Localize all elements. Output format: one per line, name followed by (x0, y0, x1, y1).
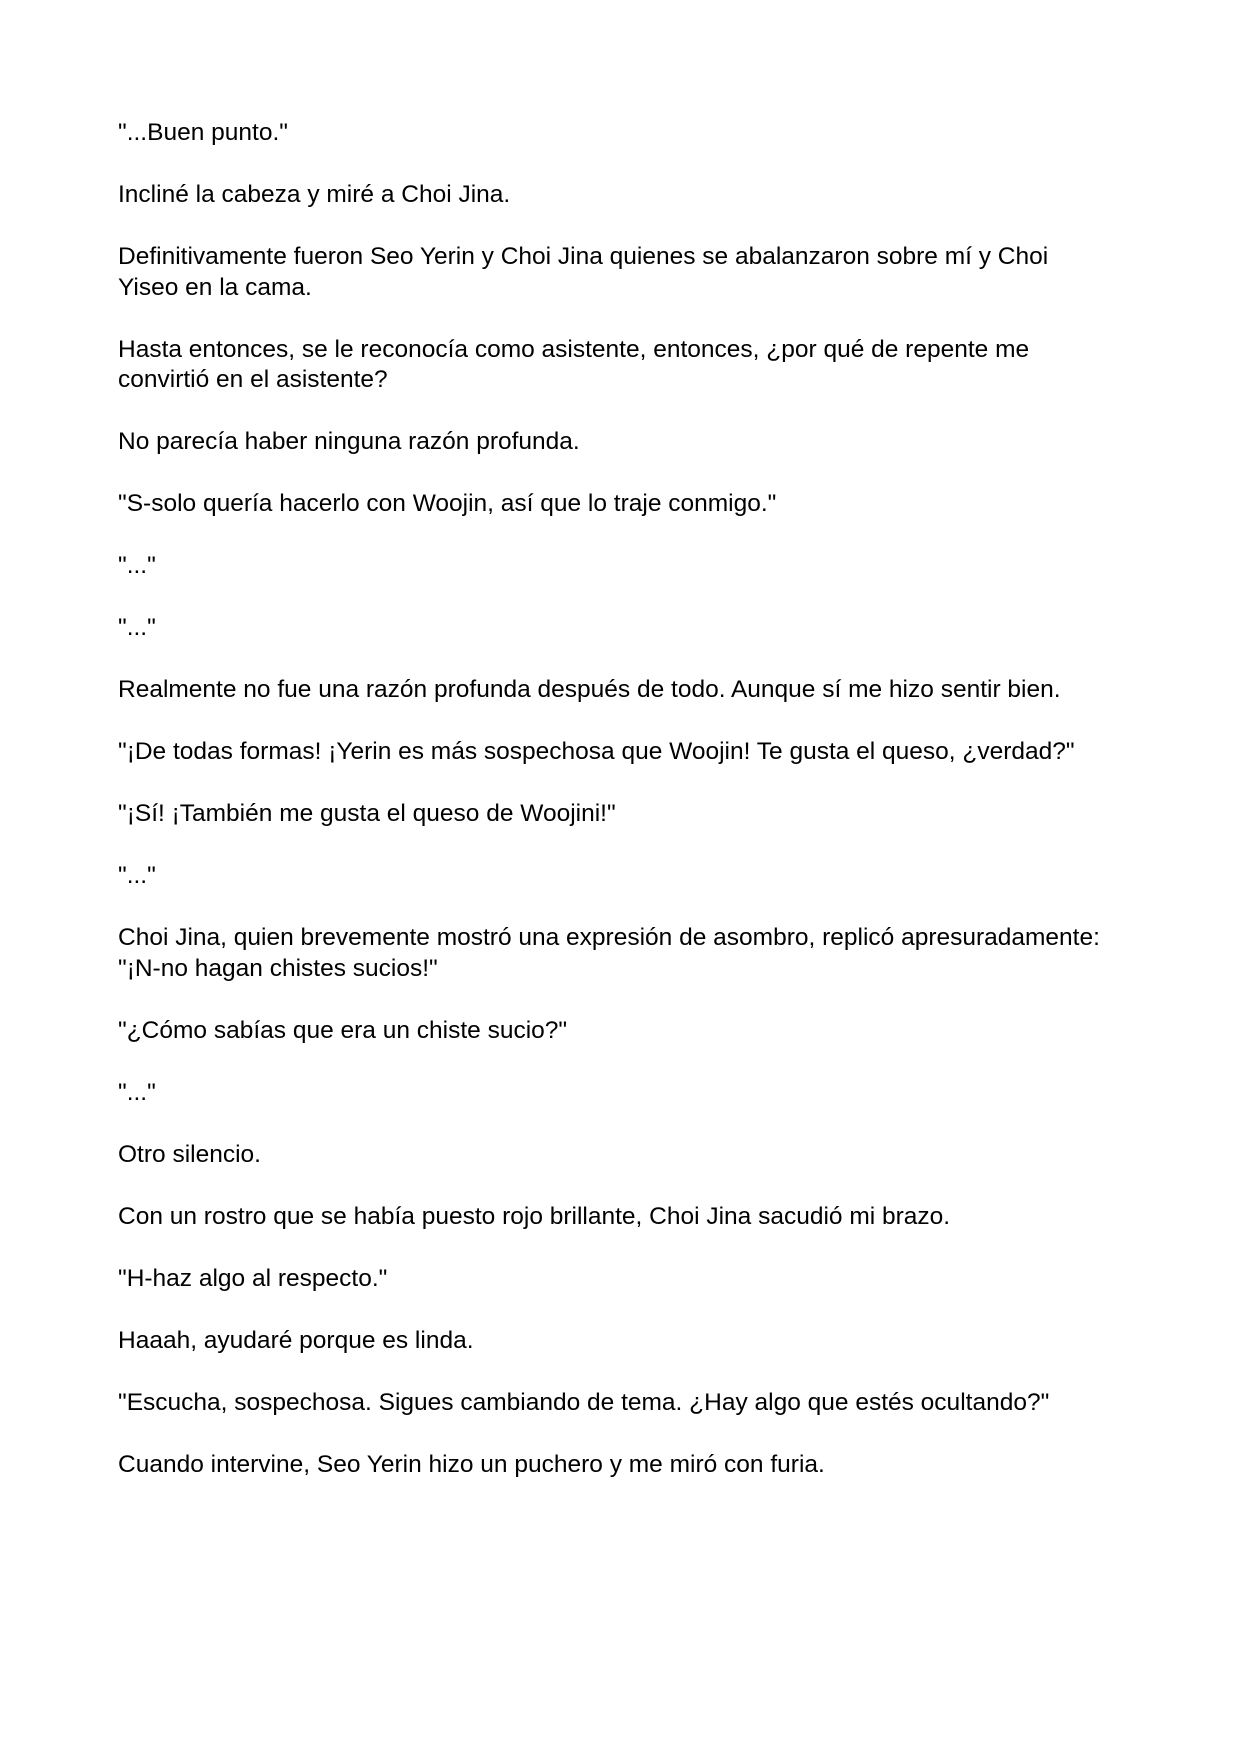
paragraph: "Escucha, sospechosa. Sigues cambiando de tema. ¿Hay algo que estés ocultando?" (118, 1388, 1050, 1416)
paragraph: Realmente no fue una razón profunda después de todo. Aunque sí me hizo sentir bien. (118, 676, 1061, 703)
paragraph: "H-haz algo al respecto." (118, 1264, 388, 1292)
paragraph: "¿Cómo sabías que era un chiste sucio?" (118, 1016, 568, 1044)
paragraph: "...Buen punto." (118, 119, 288, 146)
paragraph: Con un rostro que se había puesto rojo brillante, Choi Jina sacudió mi brazo. (118, 1202, 951, 1230)
paragraph: "..." (118, 614, 156, 641)
document-body (118, 118, 1108, 1512)
paragraph: "..." (118, 1078, 156, 1106)
paragraph: Definitivamente fueron Seo Yerin y Choi Jina quienes se abalanzaron sobre mí y Choi Yiseo en la cama. (118, 243, 1049, 301)
paragraph: Choi Jina, quien brevemente mostró una expresión de asombro, replicó apresuradamente: "¡N-no hagan chistes sucios!" (118, 924, 1100, 982)
paragraph: Haaah, ayudaré porque es linda. (118, 1326, 474, 1354)
paragraph: "..." (118, 552, 156, 579)
paragraph: Cuando intervine, Seo Yerin hizo un puchero y me miró con furia. (118, 1450, 825, 1478)
paragraph: No parecía haber ninguna razón profunda. (118, 428, 580, 455)
paragraph: "¡Sí! ¡También me gusta el queso de Woojini!" (118, 800, 616, 827)
paragraph: "¡De todas formas! ¡Yerin es más sospechosa que Woojin! Te gusta el queso, ¿verdad?" (118, 738, 1075, 765)
paragraph: Incliné la cabeza y miré a Choi Jina. (118, 181, 511, 208)
paragraph: Hasta entonces, se le reconocía como asistente, entonces, ¿por qué de repente me convirtió en el asistente? (118, 335, 1030, 393)
paragraph: "..." (118, 862, 156, 889)
paragraph: Otro silencio. (118, 1140, 261, 1168)
paragraph: "S-solo quería hacerlo con Woojin, así que lo traje conmigo." (118, 490, 777, 517)
